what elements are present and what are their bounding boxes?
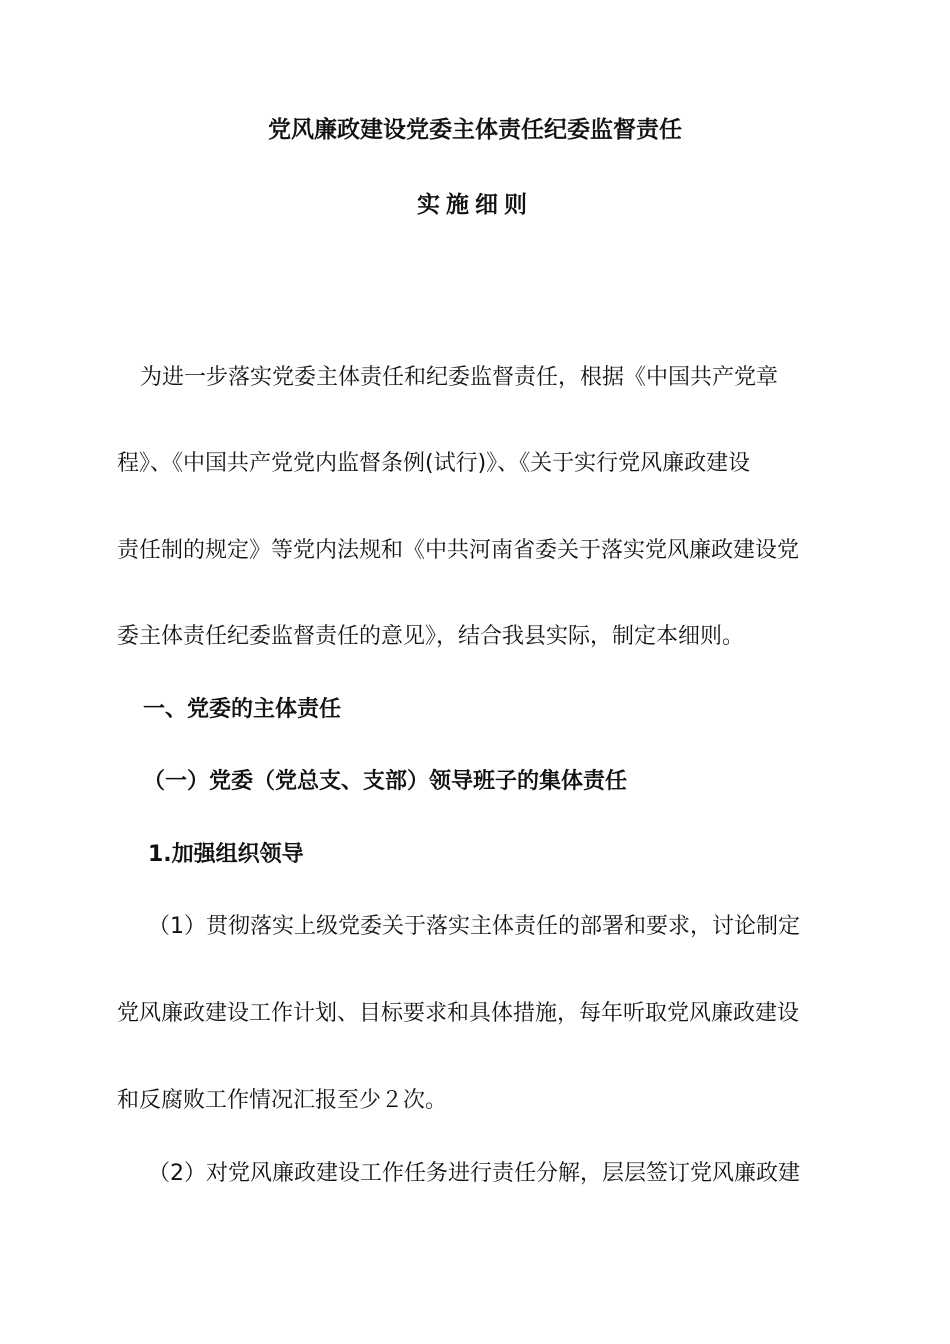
item-heading: 1.加强组织领导 [148,842,304,867]
section-heading: 一、党委的主体责任 [143,697,342,722]
subsection-heading: （一）党委（党总支、支部）领导班子的集体责任 [143,769,628,794]
intro-line-3: 责任制的规定》等党内法规和《中共河南省委关于落实党风廉政建设党 [117,538,800,563]
paragraph-line: （1）贯彻落实上级党委关于落实主体责任的部署和要求，讨论制定 [148,914,800,939]
document-subtitle: 实施细则 [417,192,533,218]
intro-line-1: 为进一步落实党委主体责任和纪委监督责任，根据《中国共产党章 [140,365,779,390]
document-title: 党风廉政建设党委主体责任纪委监督责任 [268,117,682,143]
paragraph-line: （2）对党风廉政建设工作任务进行责任分解，层层签订党风廉政建 [148,1161,800,1186]
intro-line-2: 程》、《中国共产党党内监督条例(试行)》、《关于实行党风廉政建设 [117,451,751,476]
paragraph-line: 和反腐败工作情况汇报至少２次。 [117,1088,448,1113]
intro-line-4: 委主体责任纪委监督责任的意见》，结合我县实际，制定本细则。 [117,624,745,649]
paragraph-line: 党风廉政建设工作计划、目标要求和具体措施，每年听取党风廉政建设 [117,1001,800,1026]
